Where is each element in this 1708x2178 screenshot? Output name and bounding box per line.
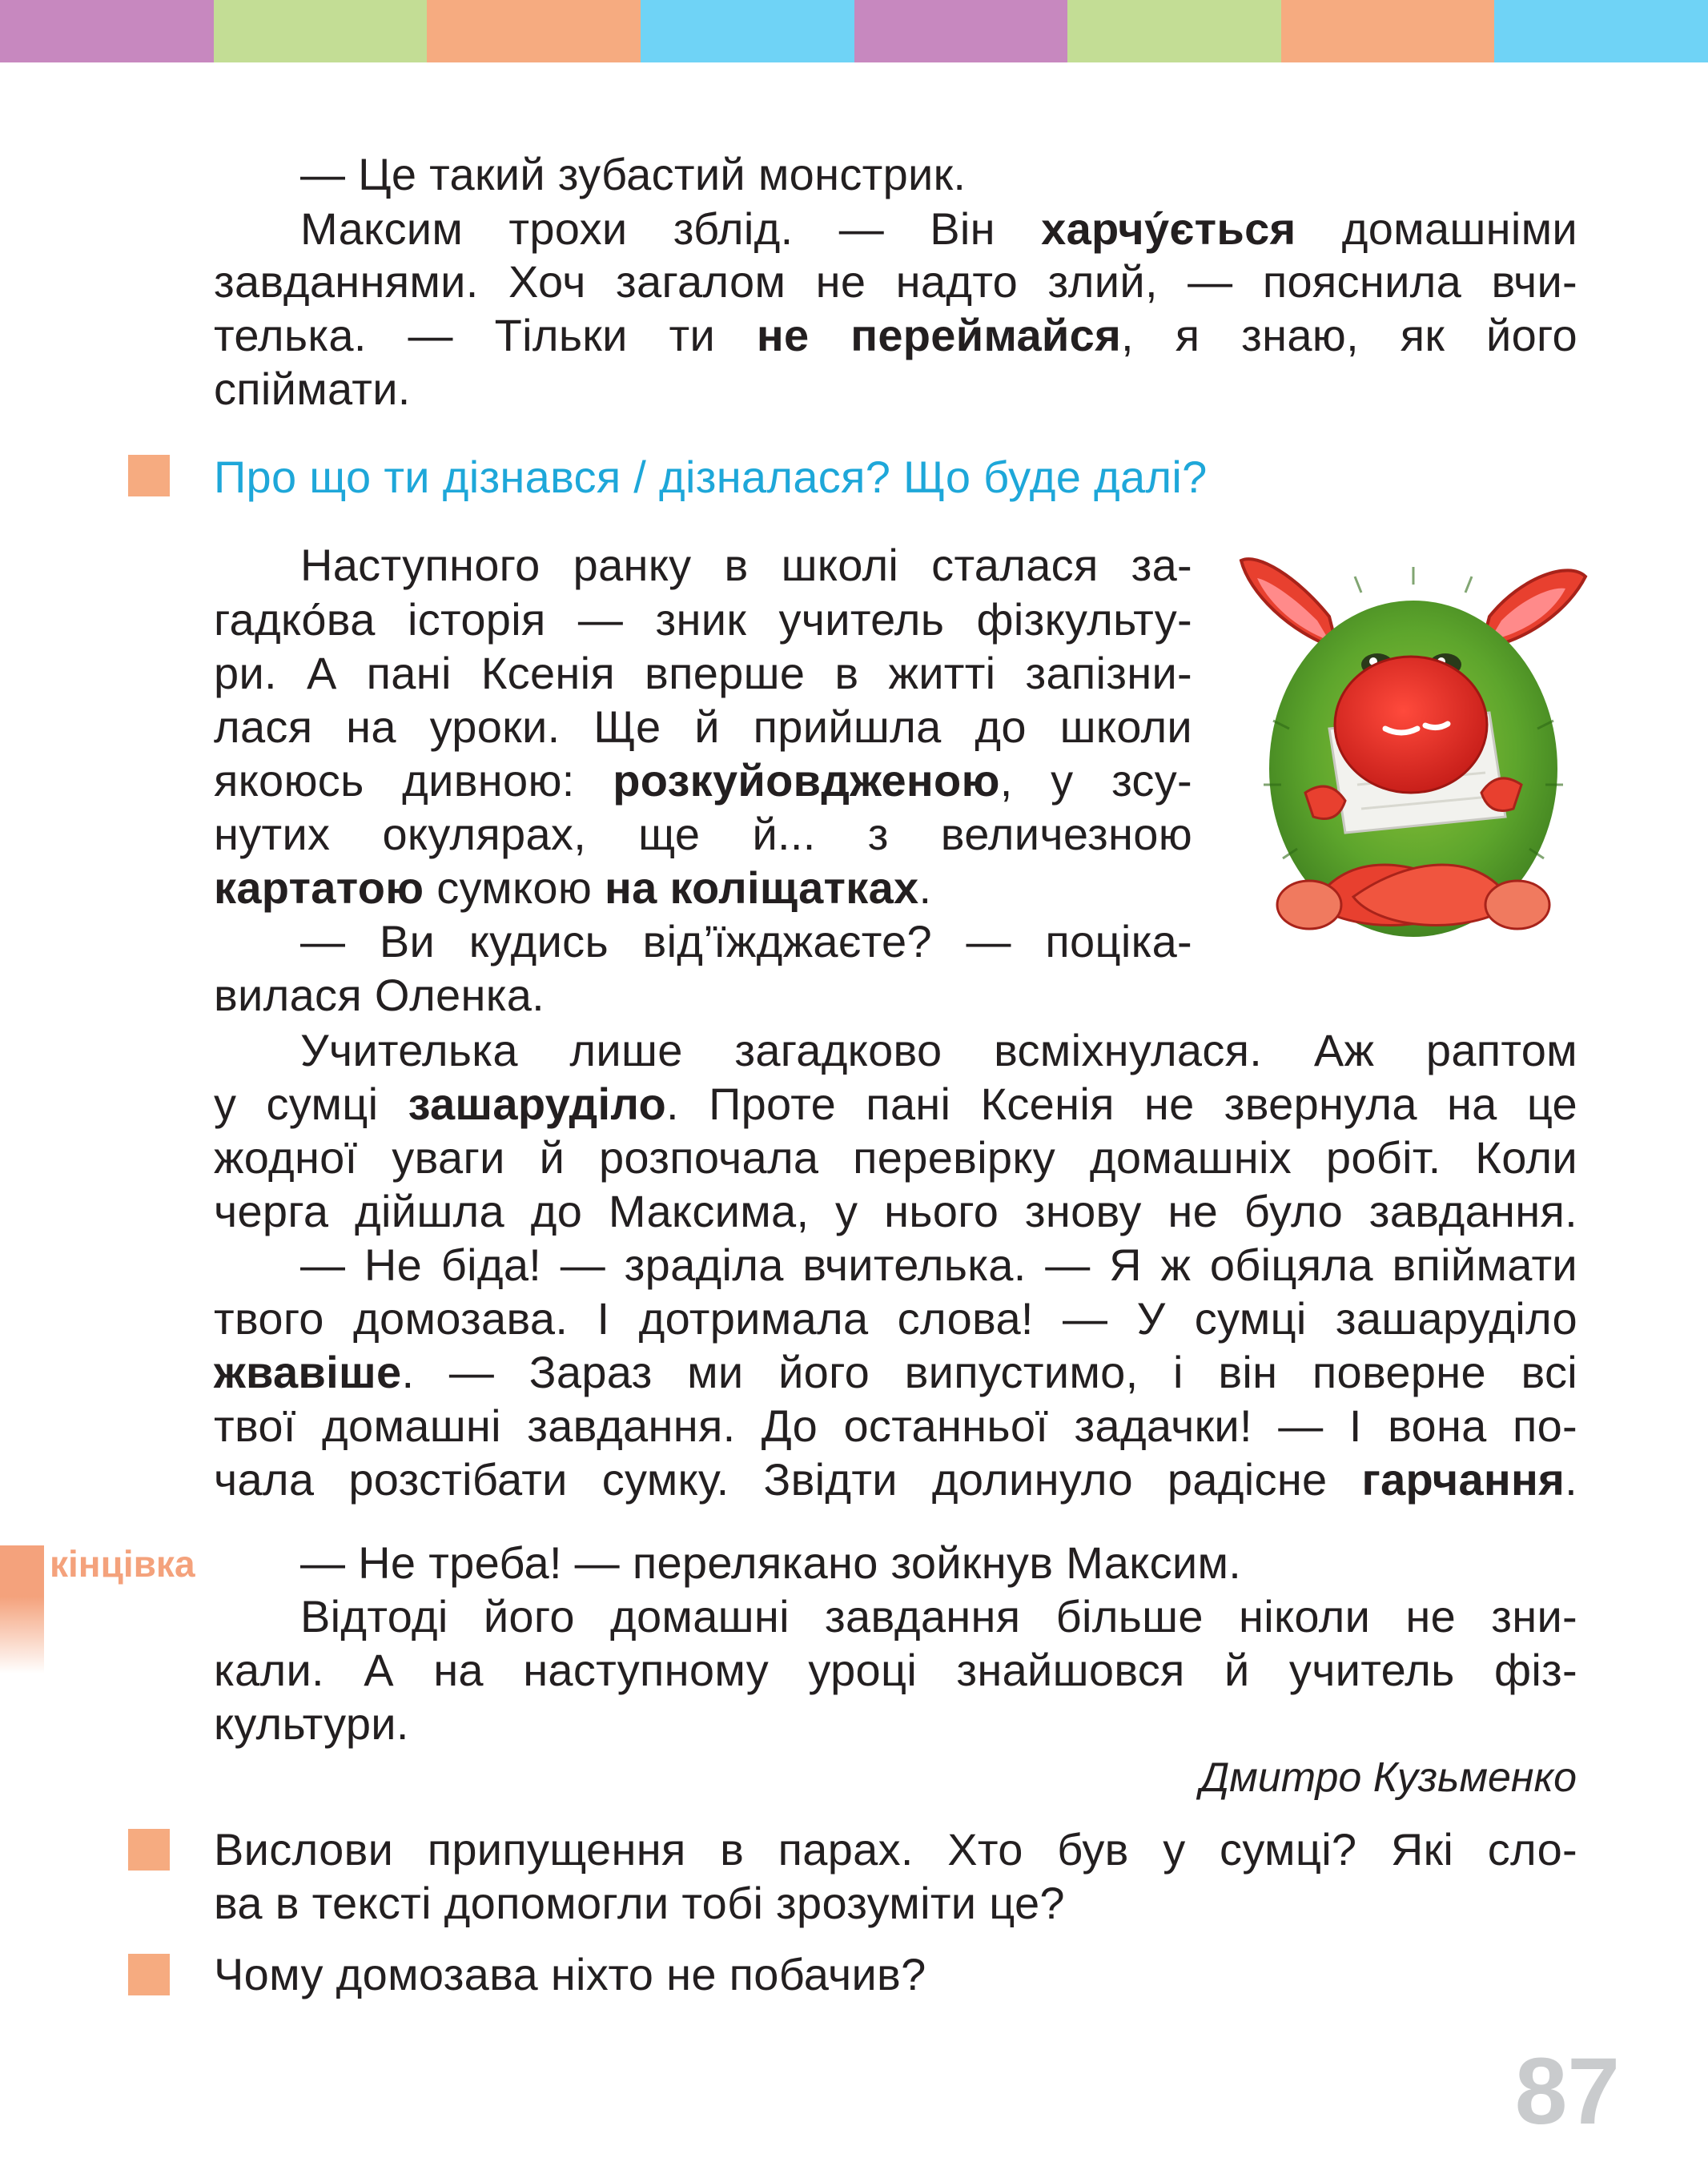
text-line: ри. А пані Ксенія вперше в житті запізни-: [214, 648, 1192, 698]
text-line: черга дійшла до Максима, у нього знову не було завдання.: [214, 1186, 1577, 1236]
text-line: кали. А на наступному уроці знайшовся й учитель фіз-: [214, 1645, 1577, 1695]
text-line: жвавіше. — Зараз ми його випустимо, і він поверне всі: [214, 1347, 1577, 1397]
text-line: картатою сумкою на коліщатках.: [214, 862, 932, 913]
text-line: Учителька лише загадково всміхнулася. Аж раптом: [300, 1025, 1577, 1075]
task-marker: [128, 1954, 170, 1995]
stripe-segment: [1494, 0, 1708, 62]
task-marker: [128, 1829, 170, 1871]
text-line: завданнями. Хоч загалом не надто злий, — пояснила вчи-: [214, 256, 1577, 307]
stripe-segment: [641, 0, 854, 62]
stripe-segment: [0, 0, 214, 62]
task-question-1-cont: ва в тексті допомогли тобі зрозуміти це?: [214, 1878, 1065, 1928]
text-line: — Ви кудись від’їжджаєте? — поціка-: [300, 916, 1192, 966]
task-question-2: Чому домозава ніхто не побачив?: [214, 1949, 926, 1999]
text-line: гадко́ва історія — зник учитель фізкульту-: [214, 594, 1192, 645]
prediction-question: Про що ти дізнався / дізналася? Що буде далі?: [214, 452, 1208, 502]
stripe-segment: [854, 0, 1068, 62]
stripe-segment: [427, 0, 641, 62]
text-line: твої домашні завдання. До останньої задачки! — І вона по-: [214, 1400, 1577, 1451]
text-line: вилася Оленка.: [214, 970, 545, 1020]
text-line: — Це такий зубастий монстрик.: [300, 149, 967, 199]
task-marker: [128, 455, 170, 496]
text-line: чала розстібати сумку. Звідти долинуло радісне гарчання.: [214, 1454, 1577, 1505]
stripe-segment: [1281, 0, 1495, 62]
ending-tag-label: кінцівка: [50, 1543, 195, 1585]
page-number: 87: [1514, 2039, 1620, 2144]
text-line: у сумці зашаруділо. Проте пані Ксенія не звернула на це: [214, 1079, 1578, 1129]
text-line: телька. — Тільки ти не переймайся, я знаю, як його: [214, 310, 1577, 360]
text-line: твого домозава. І дотримала слова! — У сумці зашаруділо: [214, 1293, 1577, 1344]
ending-tag-bar: [0, 1545, 44, 1674]
text-line: якоюсь дивною: розкуйовдженою, у зсу-: [214, 755, 1192, 806]
text-line: спіймати.: [214, 364, 411, 414]
text-line: Наступного ранку в школі сталася за-: [300, 540, 1192, 590]
stripe-segment: [214, 0, 428, 62]
author-name: Дмитро Кузьменко: [1200, 1754, 1577, 1801]
text-line: — Не треба! — перелякано зойкнув Максим.: [300, 1537, 1242, 1588]
monster-illustration: [1233, 528, 1593, 945]
text-line: нутих окулярах, ще й... з величезною: [214, 809, 1192, 859]
text-line: — Не біда! — зраділа вчителька. — Я ж обіцяла впіймати: [300, 1240, 1577, 1290]
text-line: жодної уваги й розпочала перевірку домашніх робіт. Коли: [214, 1132, 1577, 1183]
text-line: Відтоді його домашні завдання більше ніколи не зни-: [300, 1591, 1577, 1642]
top-color-stripe: [0, 0, 1708, 62]
text-line: Максим трохи зблід. — Він харчу́ється домашніми: [300, 203, 1577, 254]
text-line: лася на уроки. Ще й прийшла до школи: [214, 701, 1192, 752]
stripe-segment: [1067, 0, 1281, 62]
task-question-1: Вислови припущення в парах. Хто був у сумці? Які сло-: [214, 1824, 1577, 1875]
text-line: культури.: [214, 1698, 409, 1749]
